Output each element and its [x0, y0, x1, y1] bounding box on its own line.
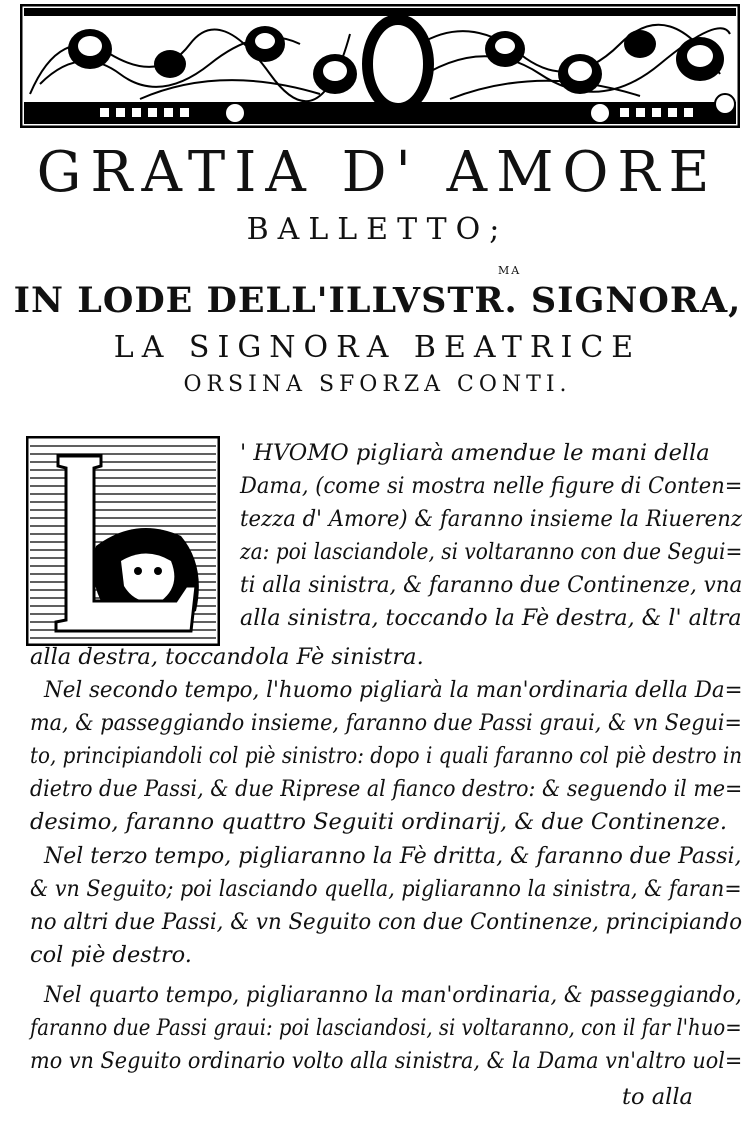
- title-line-4: LA SIGNORA BEATRICE: [113, 330, 642, 365]
- text-line: no altri due Passi, & vn Seguito con due Continenze, principiando: [30, 909, 743, 935]
- text-line: desimo, faranno quattro Seguiti ordinarij, & due Continenze.: [30, 809, 727, 835]
- text-line: Dama, (come si mostra nelle figure di Conten=: [240, 473, 743, 499]
- text-line: & vn Seguito; poi lasciando quella, pigliaranno la sinistra, & faran=: [30, 876, 742, 902]
- text-line: mo vn Seguito ordinario volto alla sinistra, & la Dama vn'altro uol=: [30, 1048, 743, 1074]
- text-line: alla destra, toccandola Fè sinistra.: [30, 644, 424, 670]
- text-line: ti alla sinistra, & faranno due Continenze, vna: [240, 572, 743, 598]
- text-line: ma, & passeggiando insieme, faranno due Passi graui, & vn Segui=: [30, 710, 742, 736]
- title-line-1: GRATIA D' AMORE: [36, 140, 719, 205]
- text-line: ' HVOMO pigliarà amendue le mani della: [240, 440, 710, 466]
- text-line: to, principiandoli col piè sinistro: dopo i quali faranno col piè destro in: [30, 743, 743, 769]
- title-superscript: MA: [498, 264, 522, 277]
- text-line: za: poi lasciandole, si voltaranno con due Segui=: [240, 539, 743, 565]
- text-line: dietro due Passi, & due Riprese al fianco destro: & seguendo il me=: [30, 776, 743, 802]
- title-line-2: BALLETTO;: [246, 212, 509, 247]
- text-line: tezza d' Amore) & faranno insieme la Riuerenz: [240, 506, 742, 532]
- text-line: Nel quarto tempo, pigliaranno la man'ordinaria, & passeggiando,: [44, 982, 742, 1008]
- decorated-initial-l: [26, 436, 220, 646]
- text-line: Nel terzo tempo, pigliaranno la Fè dritta, & faranno due Passi,: [44, 843, 742, 869]
- text-line: faranno due Passi graui: poi lasciandosi, si voltaranno, con il far l'huo=: [30, 1015, 742, 1041]
- text-line: Nel secondo tempo, l'huomo pigliarà la man'ordinaria della Da=: [44, 677, 743, 703]
- title-line-5: ORSINA SFORZA CONTI.: [183, 372, 572, 397]
- decorative-headpiece: [20, 4, 740, 128]
- catchword: to alla: [622, 1084, 693, 1110]
- text-line: col piè destro.: [30, 942, 192, 968]
- text-line: alla sinistra, toccando la Fè destra, & l' altra: [240, 605, 742, 631]
- title-line-3: IN LODE DELL'ILLVSTR. SIGNORA,: [13, 280, 742, 321]
